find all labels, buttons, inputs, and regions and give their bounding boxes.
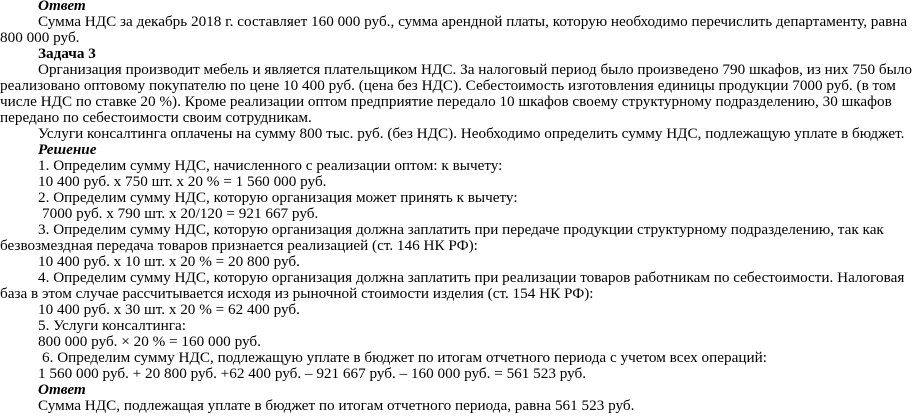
solution-step-title: 6. Определим сумму НДС, подлежащую уплате в бюджет по итогам отчетного периода с учетом всех операций: <box>42 349 767 366</box>
solution-step-calc: 1 560 000 руб. + 20 800 руб. +62 400 руб. – 921 667 руб. – 160 000 руб. = 561 523 руб. <box>38 365 587 382</box>
task-condition-line: Организация производит мебель и является плательщиком НДС. За налоговый период было произведено 790 шкафов, из них 750 было <box>38 61 912 78</box>
answer-heading: Ответ <box>38 0 86 14</box>
solution-step-title: безвозмездная передача товаров признается реализацией (ст. 146 НК РФ): <box>0 237 478 254</box>
solution-heading: Решение <box>38 141 97 158</box>
task-condition-line: реализовано оптовому покупателю по цене 10 400 руб. (цена без НДС). Себестоимость изготовления единицы продукции 7000 руб. (в том <box>0 77 896 94</box>
answer-text-line: 800 000 руб. <box>0 29 80 46</box>
solution-step-title: 2. Определим сумму НДС, которую организация может принять к вычету: <box>38 189 518 206</box>
solution-step-title: 5. Услуги консалтинга: <box>38 317 186 334</box>
solution-step-calc: 10 400 руб. х 10 шт. х 20 % = 20 800 руб. <box>38 253 300 270</box>
task-condition-line: Услуги консалтинга оплачены на сумму 800 тыс. руб. (без НДС). Необходимо определить сумму НДС, подлежащую уплате в бюджет. <box>38 125 905 142</box>
solution-step-title: 1. Определим сумму НДС, начисленного с реализации оптом: к вычету: <box>38 157 503 174</box>
task-condition-line: передано по себестоимости своим сотрудникам. <box>0 109 312 126</box>
solution-step-title: 3. Определим сумму НДС, которую организация должна заплатить при передаче продукции структурному подразделению, так как <box>38 221 884 238</box>
answer-text-line: Сумма НДС, подлежащая уплате в бюджет по итогам отчетного периода, равна 561 523 руб. <box>38 397 635 414</box>
task-heading: Задача 3 <box>38 45 96 62</box>
solution-step-title: 4. Определим сумму НДС, которую организация должна заплатить при реализации товаров работникам по себестоимости. Налоговая <box>38 269 905 286</box>
answer-heading: Ответ <box>38 381 86 398</box>
solution-step-calc: 10 400 руб. х 750 шт. х 20 % = 1 560 000 руб. <box>38 173 327 190</box>
solution-step-calc: 10 400 руб. х 30 шт. х 20 % = 62 400 руб. <box>38 301 300 318</box>
answer-text-line: Сумма НДС за декабрь 2018 г. составляет 160 000 руб., сумма арендной платы, которую необходимо перечислить департаменту, равна <box>38 13 908 30</box>
solution-step-calc: 7000 руб. х 790 шт. х 20/120 = 921 667 руб. <box>42 205 319 222</box>
solution-step-calc: 800 000 руб. × 20 % = 160 000 руб. <box>38 333 261 350</box>
task-condition-line: числе НДС по ставке 20 %). Кроме реализации оптом предприятие передало 10 шкафов своему структурному подразделению, 30 шкафов <box>0 93 892 110</box>
solution-step-title: база в этом случае рассчитывается исходя из рыночной стоимости изделия (ст. 154 НК РФ): <box>0 285 594 302</box>
